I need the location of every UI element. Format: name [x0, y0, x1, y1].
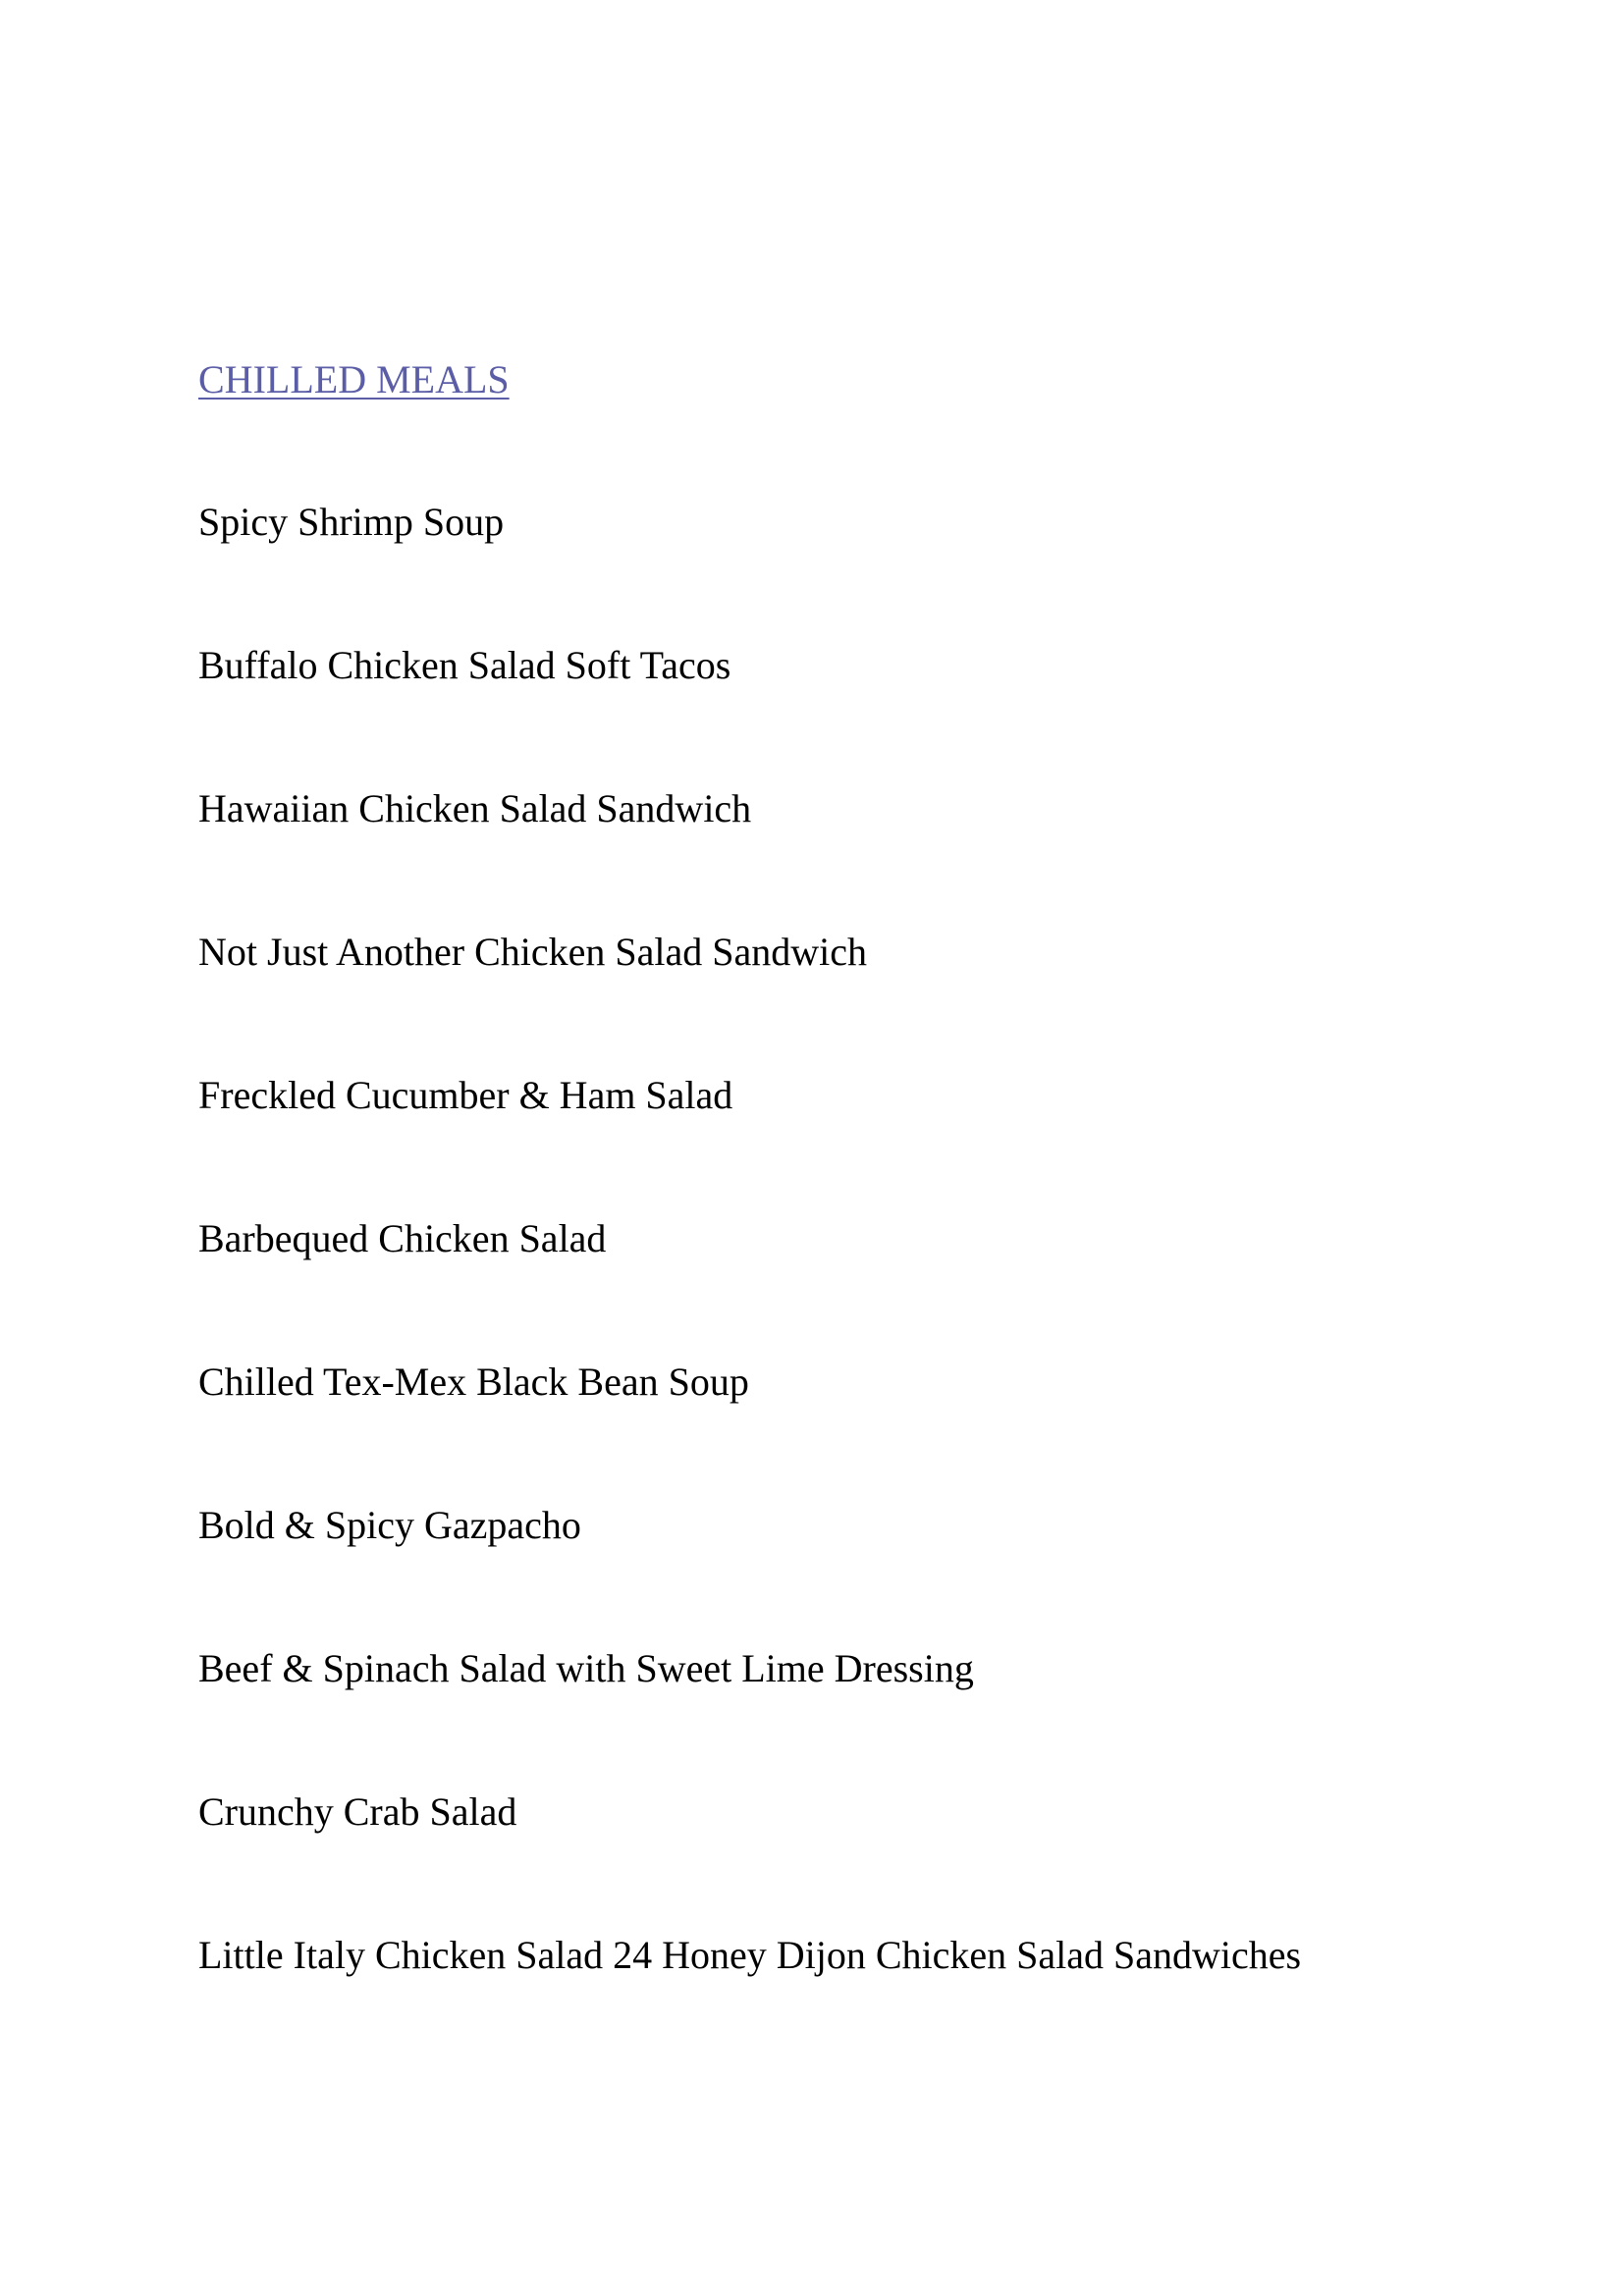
recipe-item: Barbequed Chicken Salad — [198, 1216, 607, 1260]
recipe-item: Beef & Spinach Salad with Sweet Lime Dressing — [198, 1646, 974, 1690]
recipe-item: Spicy Shrimp Soup — [198, 500, 505, 544]
recipe-item: Chilled Tex-Mex Black Bean Soup — [198, 1360, 749, 1404]
recipe-item: Bold & Spicy Gazpacho — [198, 1503, 581, 1547]
recipe-item: Freckled Cucumber & Ham Salad — [198, 1073, 733, 1117]
chilled-meals-heading-link[interactable]: CHILLED MEALS — [198, 357, 510, 401]
recipe-item: Buffalo Chicken Salad Soft Tacos — [198, 643, 731, 687]
recipe-item: Not Just Another Chicken Salad Sandwich — [198, 930, 868, 974]
recipe-item: Crunchy Crab Salad — [198, 1789, 517, 1834]
recipe-item: Little Italy Chicken Salad 24 Honey Dijon Chicken Salad Sandwiches — [198, 1933, 1302, 1977]
recipe-item: Hawaiian Chicken Salad Sandwich — [198, 786, 752, 830]
recipe-list — [198, 499, 1301, 2075]
